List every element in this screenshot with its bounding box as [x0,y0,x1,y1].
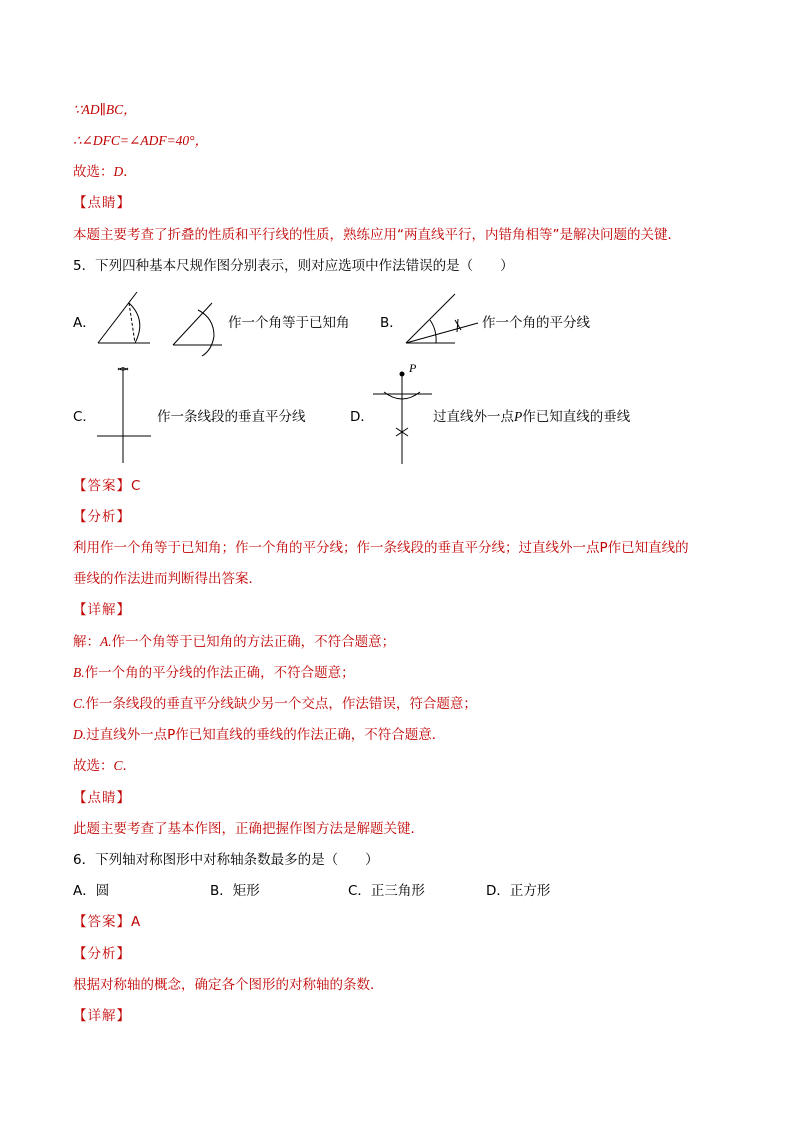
option-b-label: B． [380,315,403,331]
point-p-label: P [409,361,417,375]
point-tag: 【点睛】 [73,195,131,211]
q5-detail-2 [73,663,355,683]
choose-answer: D [113,164,124,179]
q6-answer: A [131,914,141,930]
q5-detail-1 [73,632,395,652]
q5-detail-4 [73,725,445,745]
q5-detail-2-text: 作一个角的平分线的作法正确，不符合题意； [84,665,355,681]
option-c-label: C． [73,409,96,425]
q5-point-tag: 【点睛】 [73,790,131,806]
q6-answer-line [73,912,140,932]
figure-a-angle-2 [170,300,225,358]
q6-option-a: A．圆 [73,883,110,899]
q5-choose-suffix: ． [122,758,137,774]
q6-analysis-tag: 【分析】 [73,946,131,962]
q5-choose-line [73,756,136,776]
q5-detail-3-letter: C. [73,696,86,711]
q5-detail-3-text: 作一条线段的垂直平分线缺少另一个交点，作法错误，符合题意； [85,696,477,712]
option-d-text-post: 作已知直线的垂线 [522,409,631,425]
figure-d-perpendicular-from-point [372,362,434,466]
q5-detail-4-text: 过直线外一点P作已知直线的垂线的作法正确，不符合题意． [86,727,446,743]
figure-b-bisector [403,290,483,348]
q6-option-d: D．正方形 [486,883,551,899]
option-d-text-pre: 过直线外一点 [433,409,514,425]
question-6: 6．下列轴对称图形中对称轴条数最多的是（ ） [73,852,379,868]
q5-choose-prefix: 故选： [73,758,114,774]
proof-line-angle: ∴∠DFC=∠ADF=40°， [73,133,209,148]
q5-detail-3 [73,694,477,714]
q5-detail-1-pre: 解： [73,634,100,650]
q5-answer: C [131,478,141,494]
q5-answer-tag: 【答案】 [73,478,131,494]
q5-point-text: 此题主要考查了基本作图，正确把握作图方法是解题关键． [73,821,424,837]
q5-analysis-1: 利用作一个角等于已知角；作一个角的平分线；作一条线段的垂直平分线；过直线外一点P作已知直线的 [73,540,689,556]
question-5: 5．下列四种基本尺规作图分别表示，则对应选项中作法错误的是（ ） [73,258,514,274]
q5-choose-answer: C [113,758,123,773]
figure-a-angle-1 [95,290,155,348]
q6-option-b: B．矩形 [210,883,260,899]
q6-analysis: 根据对称轴的概念，确定各个图形的对称轴的条数． [73,977,384,993]
option-d-text [433,407,630,427]
choose-suffix: ． [123,164,137,180]
option-b-text: 作一个角的平分线 [482,315,590,331]
q5-analysis-tag: 【分析】 [73,509,131,525]
point-p-dot [400,372,405,377]
point-text: 本题主要考查了折叠的性质和平行线的性质，熟练应用“两直线平行，内错角相等”是解决问题的关键． [73,227,681,243]
q6-answer-tag: 【答案】 [73,914,131,930]
q5-detail-1-text: 作一个角等于已知角的方法正确，不符合题意； [111,634,396,650]
option-c-text: 作一条线段的垂直平分线 [157,409,306,425]
choose-prefix: 故选： [73,164,114,180]
q5-detail-1-letter: A. [100,634,112,649]
q5-detail-tag: 【详解】 [73,602,131,618]
figure-c-perpendicular [95,365,155,465]
q5-detail-4-letter: D. [73,727,87,742]
choose-line [73,162,137,182]
q5-analysis-2: 垂线的作法进而判断得出答案． [73,571,262,587]
q5-detail-2-letter: B. [73,665,85,680]
q6-detail-tag: 【详解】 [73,1008,131,1024]
option-d-point: P [514,409,523,424]
option-a-label: A． [73,315,96,331]
q6-option-c: C．正三角形 [348,883,425,899]
proof-line-parallel: ∵AD∥BC， [73,102,137,117]
option-a-text: 作一个角等于已知角 [228,315,350,331]
q5-answer-line [73,476,140,496]
option-d-label: D． [350,409,374,425]
